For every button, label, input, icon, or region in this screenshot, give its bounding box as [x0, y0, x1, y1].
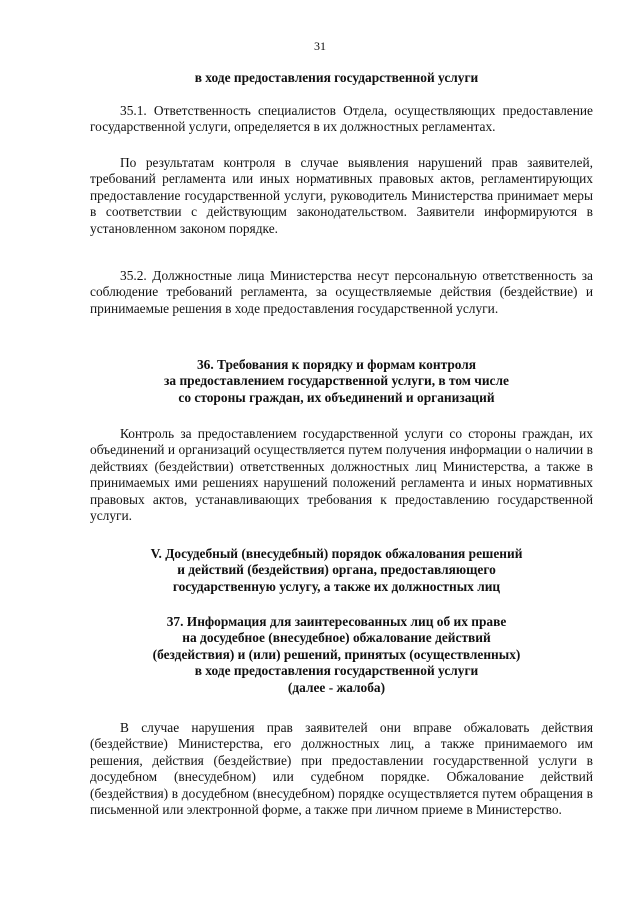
heading-37-line-2: на досудебное (внесудебное) обжалование действий [182, 630, 491, 646]
heading-37-line-5: (далее - жалоба) [287, 679, 386, 695]
heading-37-line-1: 37. Информация для заинтересованных лиц об их праве [166, 614, 507, 629]
paragraph-35-1-continued: По результатам контроля в случае выявления нарушений прав заявителей, требований регламента или иных нормативных правовых актов, регламентирующих предоставление государственной услуги, руководитель Министерства принимает меры в соответствии с действующим законодательством. Заявители информируются в установленном законом порядке. [90, 155, 593, 236]
heading-section-v [80, 546, 593, 595]
page-number: 31 [314, 39, 326, 53]
paragraph-37: В случае нарушения прав заявителей они вправе обжаловать действия (бездействие) Министерства, его должностных лиц, а также принимаемого им решения, действия (бездействие) при предоставлении государственной услуги в досудебном (внесудебном) или судебном порядке. Обжалование действий (бездействия) в досудебном (внесудебном) порядке осуществляется путем обращения в письменной или электронной форме, а также при личном приеме в Министерство. [90, 720, 593, 818]
paragraph-36: Контроль за предоставлением государственной услуги со стороны граждан, их объединений и организаций осуществляется путем получения информации о наличии в действиях (бездействии) ответственных должностных лиц Министерства, а также в принимаемых ими решениях нарушений положений регламента и иных нормативных правовых актов, устанавливающих требования к предоставлению государственной услуги. [90, 426, 593, 524]
heading-36-line-1: 36. Требования к порядку и формам контроля [196, 357, 477, 372]
paragraph-35-2: 35.2. Должностные лица Министерства несут персональную ответственность за соблюдение требований регламента, за осуществляемые действия (бездействие) и принимаемые решения в ходе предоставления государственной услуги. [90, 268, 593, 316]
heading-v-line-3: государственную услугу, а также их должностных лиц [172, 578, 501, 594]
heading-37-line-4: в ходе предоставления государственной услуги [194, 663, 479, 679]
heading-37 [80, 614, 593, 696]
heading-36-line-3: со стороны граждан, их объединений и организаций [178, 389, 495, 405]
heading-v-line-2: и действий (бездействия) органа, предоставляющего [177, 562, 496, 578]
section-heading-continued: в ходе предоставления государственной услуги [194, 70, 479, 85]
heading-36-line-2: за предоставлением государственной услуги, в том числе [164, 373, 509, 389]
heading-37-line-3: (бездействия) и (или) решений, принятых (осуществленных) [152, 646, 521, 662]
heading-36 [80, 357, 593, 406]
heading-v-line-1: V. Досудебный (внесудебный) порядок обжалования решений [150, 546, 523, 561]
paragraph-35-1: 35.1. Ответственность специалистов Отдела, осуществляющих предоставление государственной услуги, определяется в их должностных регламентах. [90, 103, 593, 135]
